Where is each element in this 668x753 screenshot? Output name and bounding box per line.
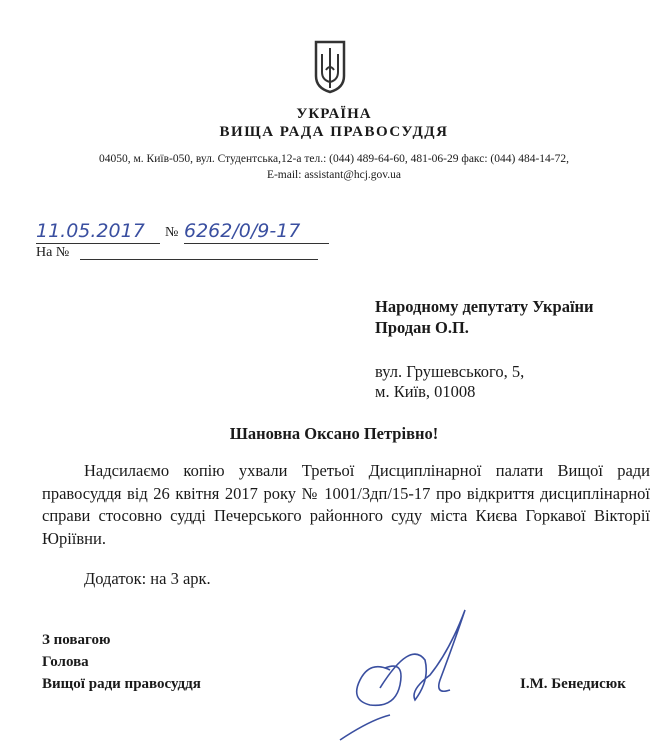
country-title: УКРАЇНА	[296, 106, 372, 122]
registration-date: 11.05.2017	[36, 220, 145, 242]
addressee-line1: Народному депутату України	[375, 297, 594, 316]
coat-of-arms-icon	[314, 40, 346, 94]
greeting: Шановна Оксано Петрівно!	[229, 424, 439, 443]
registration-number: 6262/0/9-17	[184, 220, 301, 242]
handwritten-signature	[330, 600, 480, 745]
signer-title: Голова	[42, 654, 89, 670]
letter-body: Надсилаємо копію ухвали Третьої Дисциплінарної палати Вищої ради правосуддя від 26 квітня 2017 року № 1001/3дп/15-17 про відкриття дисциплінарної справи стосовно судді Печерського районного суду міста Києва Горкавої Вікторії Юріївни.	[42, 461, 650, 548]
reply-to-label: На №	[36, 245, 70, 260]
organization-title: ВИЩА РАДА ПРАВОСУДДЯ	[219, 124, 449, 140]
signer-name: І.М. Бенедисюк	[520, 676, 626, 692]
reply-to-line	[80, 259, 318, 260]
addressee-line2: Продан О.П.	[375, 318, 469, 337]
organization-address: 04050, м. Київ-050, вул. Студентська,12-а тел.: (044) 489-64-60, 481-06-29 факс: (044) 484-14-72,	[99, 153, 569, 165]
signer-organization: Вищої ради правосуддя	[42, 676, 201, 692]
closing: З повагою	[42, 632, 111, 648]
date-field	[36, 220, 160, 244]
organization-email: E-mail: assistant@hcj.gov.ua	[266, 169, 402, 181]
addressee-city: м. Київ, 01008	[375, 382, 476, 401]
addressee-street: вул. Грушевського, 5,	[375, 362, 525, 381]
number-field	[184, 220, 329, 244]
attachment-note: Додаток: на 3 арк.	[84, 569, 211, 588]
number-sign: №	[165, 225, 179, 240]
